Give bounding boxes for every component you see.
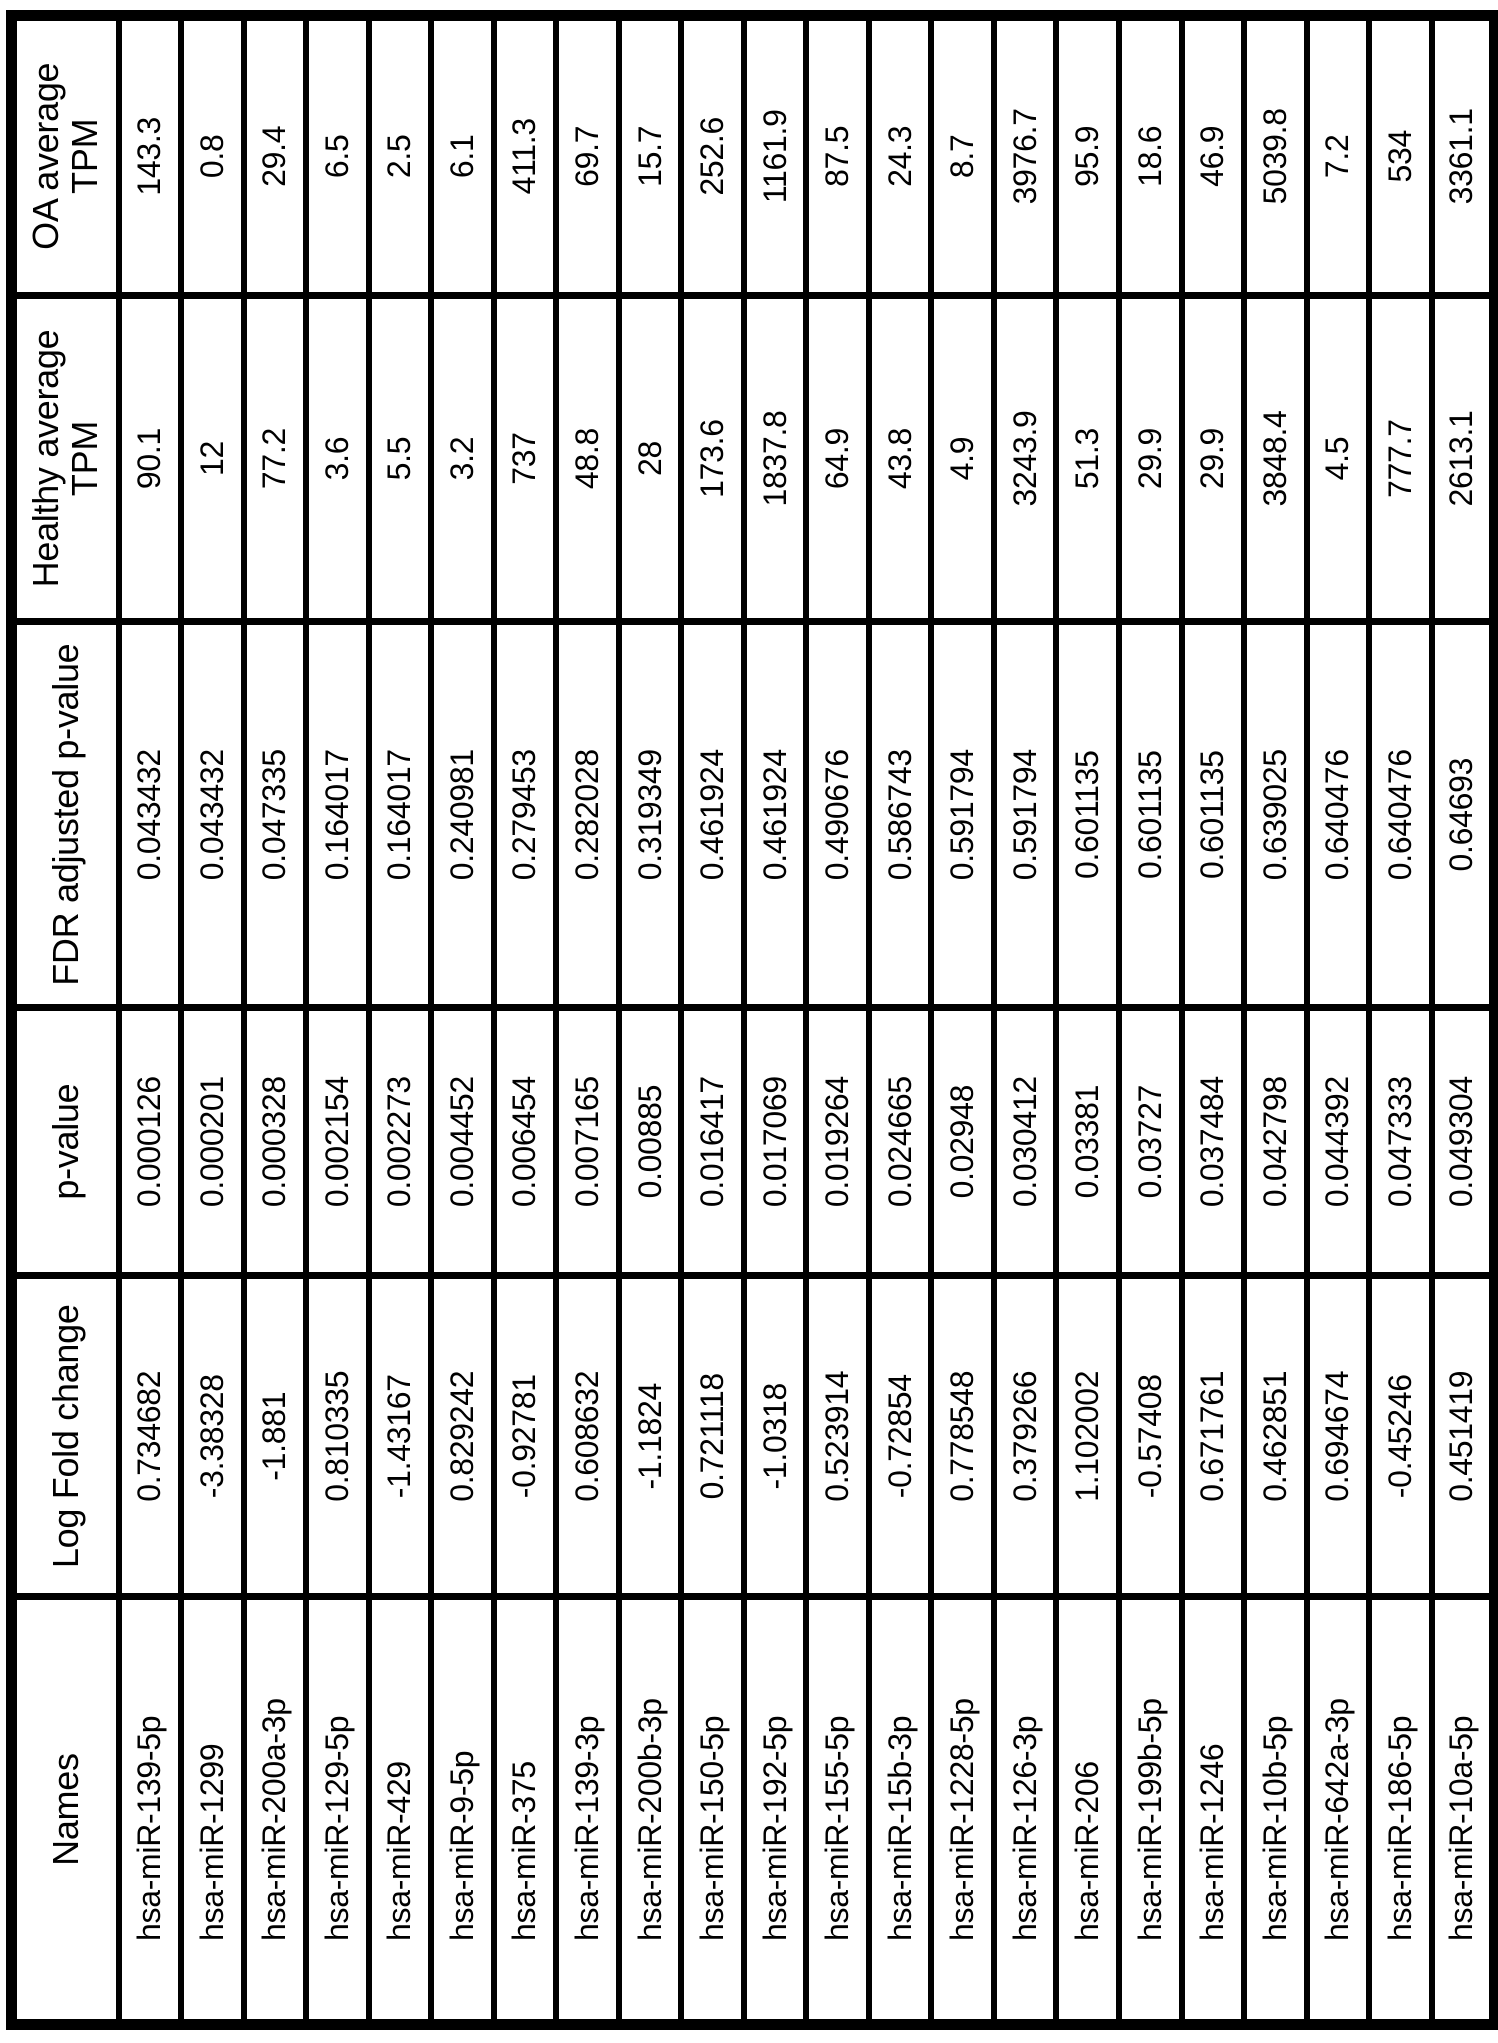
cell-p-value: 0.03381 bbox=[1056, 1007, 1119, 1275]
column-header-fdr-adjusted-p-value: FDR adjusted p-value bbox=[12, 622, 119, 1007]
table-row bbox=[1369, 16, 1432, 2025]
cell-oa-average-tpm: 6.1 bbox=[431, 16, 494, 296]
cell-log-fold-change: -1.1824 bbox=[619, 1276, 682, 1597]
cell-name: hsa-miR-150-5p bbox=[681, 1597, 744, 2025]
cell-name: hsa-miR-10b-5p bbox=[1244, 1597, 1307, 2025]
cell-healthy-average-tpm: 90.1 bbox=[119, 295, 182, 622]
cell-p-value: 0.03727 bbox=[1119, 1007, 1182, 1275]
cell-p-value: 0.007165 bbox=[556, 1007, 619, 1275]
cell-p-value: 0.044392 bbox=[1307, 1007, 1370, 1275]
cell-log-fold-change: -0.57408 bbox=[1119, 1276, 1182, 1597]
cell-name: hsa-miR-192-5p bbox=[744, 1597, 807, 2025]
table-row bbox=[1307, 16, 1370, 2025]
table-body bbox=[119, 16, 1495, 2025]
cell-name: hsa-miR-9-5p bbox=[431, 1597, 494, 2025]
cell-log-fold-change: -1.0318 bbox=[744, 1276, 807, 1597]
cell-name: hsa-miR-642a-3p bbox=[1307, 1597, 1370, 2025]
cell-healthy-average-tpm: 4.9 bbox=[931, 295, 994, 622]
cell-log-fold-change: 0.778548 bbox=[931, 1276, 994, 1597]
cell-fdr-adjusted-p-value: 0.047335 bbox=[244, 622, 307, 1007]
cell-fdr-adjusted-p-value: 0.461924 bbox=[681, 622, 744, 1007]
cell-healthy-average-tpm: 29.9 bbox=[1119, 295, 1182, 622]
cell-fdr-adjusted-p-value: 0.240981 bbox=[431, 622, 494, 1007]
cell-name: hsa-miR-129-5p bbox=[306, 1597, 369, 2025]
cell-healthy-average-tpm: 28 bbox=[619, 295, 682, 622]
cell-oa-average-tpm: 95.9 bbox=[1056, 16, 1119, 296]
cell-log-fold-change: -1.43167 bbox=[369, 1276, 432, 1597]
table-row bbox=[681, 16, 744, 2025]
cell-oa-average-tpm: 15.7 bbox=[619, 16, 682, 296]
cell-log-fold-change: -0.72854 bbox=[869, 1276, 932, 1597]
cell-fdr-adjusted-p-value: 0.601135 bbox=[1056, 622, 1119, 1007]
cell-oa-average-tpm: 2.5 bbox=[369, 16, 432, 296]
table-row bbox=[494, 16, 557, 2025]
table-row bbox=[1119, 16, 1182, 2025]
cell-oa-average-tpm: 87.5 bbox=[806, 16, 869, 296]
table-row bbox=[994, 16, 1057, 2025]
cell-fdr-adjusted-p-value: 0.640476 bbox=[1369, 622, 1432, 1007]
cell-name: hsa-miR-10a-5p bbox=[1432, 1597, 1495, 2025]
cell-fdr-adjusted-p-value: 0.601135 bbox=[1119, 622, 1182, 1007]
cell-p-value: 0.000328 bbox=[244, 1007, 307, 1275]
table-row bbox=[806, 16, 869, 2025]
column-header-p-value: p-value bbox=[12, 1007, 119, 1275]
cell-oa-average-tpm: 411.3 bbox=[494, 16, 557, 296]
cell-log-fold-change: 0.810335 bbox=[306, 1276, 369, 1597]
cell-name: hsa-miR-200b-3p bbox=[619, 1597, 682, 2025]
cell-p-value: 0.006454 bbox=[494, 1007, 557, 1275]
cell-healthy-average-tpm: 3.6 bbox=[306, 295, 369, 622]
cell-oa-average-tpm: 46.9 bbox=[1182, 16, 1245, 296]
cell-log-fold-change: 0.734682 bbox=[119, 1276, 182, 1597]
table-row bbox=[244, 16, 307, 2025]
cell-healthy-average-tpm: 3.2 bbox=[431, 295, 494, 622]
cell-healthy-average-tpm: 48.8 bbox=[556, 295, 619, 622]
cell-oa-average-tpm: 7.2 bbox=[1307, 16, 1370, 296]
column-header-oa-average-tpm: OA average TPM bbox=[12, 16, 119, 296]
cell-fdr-adjusted-p-value: 0.591794 bbox=[931, 622, 994, 1007]
cell-name: hsa-miR-200a-3p bbox=[244, 1597, 307, 2025]
cell-name: hsa-miR-1299 bbox=[181, 1597, 244, 2025]
cell-fdr-adjusted-p-value: 0.164017 bbox=[369, 622, 432, 1007]
cell-p-value: 0.02948 bbox=[931, 1007, 994, 1275]
cell-healthy-average-tpm: 43.8 bbox=[869, 295, 932, 622]
cell-oa-average-tpm: 0.8 bbox=[181, 16, 244, 296]
cell-oa-average-tpm: 252.6 bbox=[681, 16, 744, 296]
table-row bbox=[744, 16, 807, 2025]
cell-healthy-average-tpm: 51.3 bbox=[1056, 295, 1119, 622]
table-header-row bbox=[12, 16, 119, 2025]
cell-log-fold-change: 0.829242 bbox=[431, 1276, 494, 1597]
cell-fdr-adjusted-p-value: 0.319349 bbox=[619, 622, 682, 1007]
cell-oa-average-tpm: 8.7 bbox=[931, 16, 994, 296]
cell-oa-average-tpm: 6.5 bbox=[306, 16, 369, 296]
cell-healthy-average-tpm: 12 bbox=[181, 295, 244, 622]
cell-oa-average-tpm: 1161.9 bbox=[744, 16, 807, 296]
table-row bbox=[369, 16, 432, 2025]
cell-p-value: 0.042798 bbox=[1244, 1007, 1307, 1275]
cell-healthy-average-tpm: 5.5 bbox=[369, 295, 432, 622]
cell-healthy-average-tpm: 2613.1 bbox=[1432, 295, 1495, 622]
cell-fdr-adjusted-p-value: 0.639025 bbox=[1244, 622, 1307, 1007]
cell-fdr-adjusted-p-value: 0.043432 bbox=[119, 622, 182, 1007]
cell-healthy-average-tpm: 3243.9 bbox=[994, 295, 1057, 622]
cell-log-fold-change: -0.92781 bbox=[494, 1276, 557, 1597]
column-header-log-fold-change: Log Fold change bbox=[12, 1276, 119, 1597]
cell-healthy-average-tpm: 29.9 bbox=[1182, 295, 1245, 622]
cell-log-fold-change: 0.608632 bbox=[556, 1276, 619, 1597]
cell-p-value: 0.024665 bbox=[869, 1007, 932, 1275]
table-row bbox=[119, 16, 182, 2025]
cell-p-value: 0.017069 bbox=[744, 1007, 807, 1275]
cell-oa-average-tpm: 5039.8 bbox=[1244, 16, 1307, 296]
cell-healthy-average-tpm: 1837.8 bbox=[744, 295, 807, 622]
table-row bbox=[869, 16, 932, 2025]
cell-log-fold-change: 0.379266 bbox=[994, 1276, 1057, 1597]
cell-p-value: 0.000201 bbox=[181, 1007, 244, 1275]
cell-healthy-average-tpm: 3848.4 bbox=[1244, 295, 1307, 622]
cell-log-fold-change: 0.523914 bbox=[806, 1276, 869, 1597]
table-row bbox=[556, 16, 619, 2025]
cell-healthy-average-tpm: 64.9 bbox=[806, 295, 869, 622]
cell-oa-average-tpm: 3361.1 bbox=[1432, 16, 1495, 296]
cell-p-value: 0.004452 bbox=[431, 1007, 494, 1275]
cell-p-value: 0.00885 bbox=[619, 1007, 682, 1275]
cell-log-fold-change: 0.462851 bbox=[1244, 1276, 1307, 1597]
table-row bbox=[931, 16, 994, 2025]
table-row bbox=[619, 16, 682, 2025]
mirna-expression-table bbox=[6, 10, 1498, 2030]
cell-oa-average-tpm: 534 bbox=[1369, 16, 1432, 296]
cell-name: hsa-miR-1228-5p bbox=[931, 1597, 994, 2025]
cell-healthy-average-tpm: 173.6 bbox=[681, 295, 744, 622]
table-row bbox=[1182, 16, 1245, 2025]
cell-log-fold-change: 1.102002 bbox=[1056, 1276, 1119, 1597]
cell-p-value: 0.000126 bbox=[119, 1007, 182, 1275]
cell-fdr-adjusted-p-value: 0.043432 bbox=[181, 622, 244, 1007]
cell-fdr-adjusted-p-value: 0.282028 bbox=[556, 622, 619, 1007]
cell-healthy-average-tpm: 77.2 bbox=[244, 295, 307, 622]
cell-log-fold-change: 0.721118 bbox=[681, 1276, 744, 1597]
cell-name: hsa-miR-139-5p bbox=[119, 1597, 182, 2025]
cell-p-value: 0.047333 bbox=[1369, 1007, 1432, 1275]
cell-p-value: 0.019264 bbox=[806, 1007, 869, 1275]
cell-fdr-adjusted-p-value: 0.164017 bbox=[306, 622, 369, 1007]
table-row bbox=[431, 16, 494, 2025]
cell-oa-average-tpm: 3976.7 bbox=[994, 16, 1057, 296]
cell-fdr-adjusted-p-value: 0.490676 bbox=[806, 622, 869, 1007]
cell-fdr-adjusted-p-value: 0.461924 bbox=[744, 622, 807, 1007]
table-row bbox=[306, 16, 369, 2025]
cell-fdr-adjusted-p-value: 0.279453 bbox=[494, 622, 557, 1007]
cell-log-fold-change: 0.694674 bbox=[1307, 1276, 1370, 1597]
table-row bbox=[1244, 16, 1307, 2025]
cell-fdr-adjusted-p-value: 0.591794 bbox=[994, 622, 1057, 1007]
table-row bbox=[1056, 16, 1119, 2025]
cell-name: hsa-miR-139-3p bbox=[556, 1597, 619, 2025]
cell-log-fold-change: -3.38328 bbox=[181, 1276, 244, 1597]
cell-p-value: 0.002273 bbox=[369, 1007, 432, 1275]
cell-name: hsa-miR-186-5p bbox=[1369, 1597, 1432, 2025]
cell-healthy-average-tpm: 737 bbox=[494, 295, 557, 622]
cell-oa-average-tpm: 69.7 bbox=[556, 16, 619, 296]
table-row bbox=[1432, 16, 1495, 2025]
column-header-healthy-average-tpm: Healthy average TPM bbox=[12, 295, 119, 622]
rotated-table-container bbox=[6, 10, 1498, 2030]
cell-oa-average-tpm: 29.4 bbox=[244, 16, 307, 296]
cell-fdr-adjusted-p-value: 0.586743 bbox=[869, 622, 932, 1007]
cell-name: hsa-miR-1246 bbox=[1182, 1597, 1245, 2025]
cell-healthy-average-tpm: 777.7 bbox=[1369, 295, 1432, 622]
cell-name: hsa-miR-199b-5p bbox=[1119, 1597, 1182, 2025]
cell-p-value: 0.030412 bbox=[994, 1007, 1057, 1275]
cell-healthy-average-tpm: 4.5 bbox=[1307, 295, 1370, 622]
cell-p-value: 0.016417 bbox=[681, 1007, 744, 1275]
cell-log-fold-change: 0.451419 bbox=[1432, 1276, 1495, 1597]
cell-name: hsa-miR-375 bbox=[494, 1597, 557, 2025]
cell-name: hsa-miR-155-5p bbox=[806, 1597, 869, 2025]
cell-p-value: 0.002154 bbox=[306, 1007, 369, 1275]
cell-fdr-adjusted-p-value: 0.64693 bbox=[1432, 622, 1495, 1007]
cell-fdr-adjusted-p-value: 0.601135 bbox=[1182, 622, 1245, 1007]
cell-oa-average-tpm: 143.3 bbox=[119, 16, 182, 296]
cell-name: hsa-miR-126-3p bbox=[994, 1597, 1057, 2025]
cell-oa-average-tpm: 18.6 bbox=[1119, 16, 1182, 296]
column-header-names: Names bbox=[12, 1597, 119, 2025]
cell-log-fold-change: -1.881 bbox=[244, 1276, 307, 1597]
cell-p-value: 0.049304 bbox=[1432, 1007, 1495, 1275]
cell-name: hsa-miR-15b-3p bbox=[869, 1597, 932, 2025]
cell-log-fold-change: 0.671761 bbox=[1182, 1276, 1245, 1597]
cell-oa-average-tpm: 24.3 bbox=[869, 16, 932, 296]
cell-name: hsa-miR-206 bbox=[1056, 1597, 1119, 2025]
cell-p-value: 0.037484 bbox=[1182, 1007, 1245, 1275]
cell-name: hsa-miR-429 bbox=[369, 1597, 432, 2025]
cell-fdr-adjusted-p-value: 0.640476 bbox=[1307, 622, 1370, 1007]
table-row bbox=[181, 16, 244, 2025]
cell-log-fold-change: -0.45246 bbox=[1369, 1276, 1432, 1597]
